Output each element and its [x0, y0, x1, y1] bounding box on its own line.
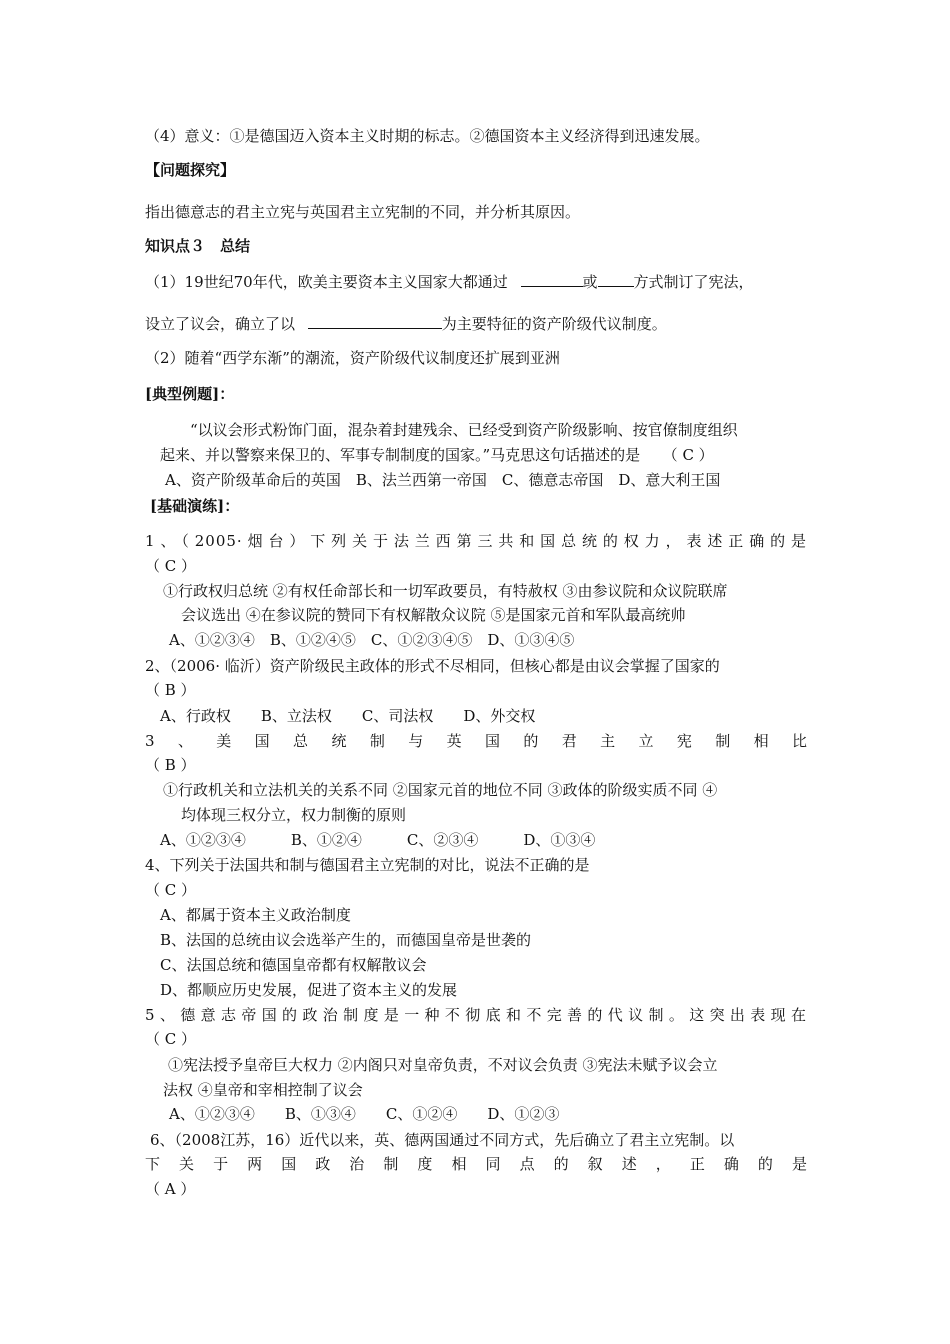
question-1: 1、（2005·烟台）下列关于法兰西第三共和国总统的权力，表述正确的是	[145, 532, 807, 550]
question-1-statements-line-1: ①行政权归总统 ②有权任命部长和一切军政要员，有特赦权 ③由参议院和众议院联席	[163, 582, 728, 600]
kp3-item-1-line-2	[145, 314, 807, 334]
kp3-item-2: （2）随着“西学东渐”的潮流，资产阶级代议制度还扩展到亚洲	[145, 349, 560, 367]
question-6-answer: （ A ）	[145, 1180, 196, 1198]
question-1-options: A、①②③④ B、①②④⑤ C、①②③④⑤ D、①③④⑤	[169, 631, 575, 649]
example-question-line-2: 起来、并以警察来保卫的、军事专制制度的国家。”马克思这句话描述的是 （ C ）	[160, 446, 714, 464]
example-question-line-1: “以议会形式粉饰门面，混杂着封建残余、已经受到资产阶级影响、按官僚制度组织	[190, 421, 738, 439]
question-1-answer: （ C ）	[145, 557, 197, 575]
significance-line: （4）意义：①是德国迈入资本主义时期的标志。②德国资本主义经济得到迅速发展。	[145, 127, 710, 145]
basic-practice-heading: [基础演练]：	[150, 497, 240, 515]
question-2-answer: （ B ）	[145, 681, 196, 699]
kp3-item-1-line-1	[145, 272, 807, 292]
typical-example-heading: [典型例题]：	[145, 385, 235, 403]
question-4-option-a: A、都属于资本主义政治制度	[160, 906, 351, 924]
question-5-statements-line-1: ①宪法授予皇帝巨大权力 ②内阁只对皇帝负责，不对议会负责 ③宪法未赋予议会立	[168, 1056, 718, 1074]
kp3-item-1-text-b: 或	[582, 273, 598, 291]
question-4-option-b: B、法国的总统由议会选举产生的，而德国皇帝是世袭的	[160, 931, 532, 949]
question-5-answer: （ C ）	[145, 1030, 197, 1048]
question-4-option-c: C、法国总统和德国皇帝都有权解散议会	[160, 956, 427, 974]
example-options: A、资产阶级革命后的英国 B、法兰西第一帝国 C、德意志帝国 D、意大利王国	[165, 471, 721, 489]
kp3-item-1-text-e: 为主要特征的资产阶级代议制度。	[441, 315, 667, 333]
fill-blank-1	[521, 272, 583, 287]
question-1-statements-line-2: 会议选出 ④在参议院的赞同下有权解散众议院 ⑤是国家元首和军队最高统帅	[181, 606, 686, 624]
question-3: 3、美国总统制与英国的君主立宪制相比	[145, 732, 807, 750]
question-4-answer: （ C ）	[145, 881, 197, 899]
knowledge-point-3-heading: 知识点３ 总结	[145, 237, 251, 255]
question-5-statements-line-2: 法权 ④皇帝和宰相控制了议会	[163, 1081, 363, 1099]
fill-blank-2	[598, 272, 634, 287]
question-6-line-2: 下关于两国政治制度相同点的叙述，正确的是	[145, 1155, 807, 1173]
question-2: 2、（2006· 临沂）资产阶级民主政体的形式不尽相同，但核心都是由议会掌握了国家的	[145, 657, 720, 675]
inquiry-question: 指出德意志的君主立宪与英国君主立宪制的不同，并分析其原因。	[145, 203, 581, 221]
question-3-statements-line-1: ①行政机关和立法机关的关系不同 ②国家元首的地位不同 ③政体的阶级实质不同 ④	[163, 781, 718, 799]
kp3-item-1-text-d: 设立了议会，确立了以	[145, 315, 296, 333]
inquiry-heading: 【问题探究】	[145, 161, 236, 179]
question-6-line-1: 6、（2008江苏，16）近代以来，英、德两国通过不同方式，先后确立了君主立宪制。以	[150, 1131, 735, 1149]
kp3-item-1-text-c: 方式制订了宪法，	[633, 273, 754, 291]
question-4: 4、下列关于法国共和制与德国君主立宪制的对比，说法不正确的是	[145, 856, 590, 874]
question-5-options: A、①②③④ B、①③④ C、①②④ D、①②③	[169, 1105, 560, 1123]
kp3-item-1-text-a: （1）19世纪70年代，欧美主要资本主义国家大都通过	[145, 273, 508, 291]
question-2-options: A、行政权 B、立法权 C、司法权 D、外交权	[160, 707, 536, 725]
question-3-options: A、①②③④ B、①②④ C、②③④ D、①③④	[160, 831, 596, 849]
question-3-answer: （ B ）	[145, 756, 196, 774]
question-4-option-d: D、都顺应历史发展，促进了资本主义的发展	[160, 981, 458, 999]
question-3-statements-line-2: 均体现三权分立，权力制衡的原则	[181, 806, 407, 824]
fill-blank-3	[308, 314, 442, 329]
question-5: 5、德意志帝国的政治制度是一种不彻底和不完善的代议制。这突出表现在	[145, 1006, 807, 1024]
